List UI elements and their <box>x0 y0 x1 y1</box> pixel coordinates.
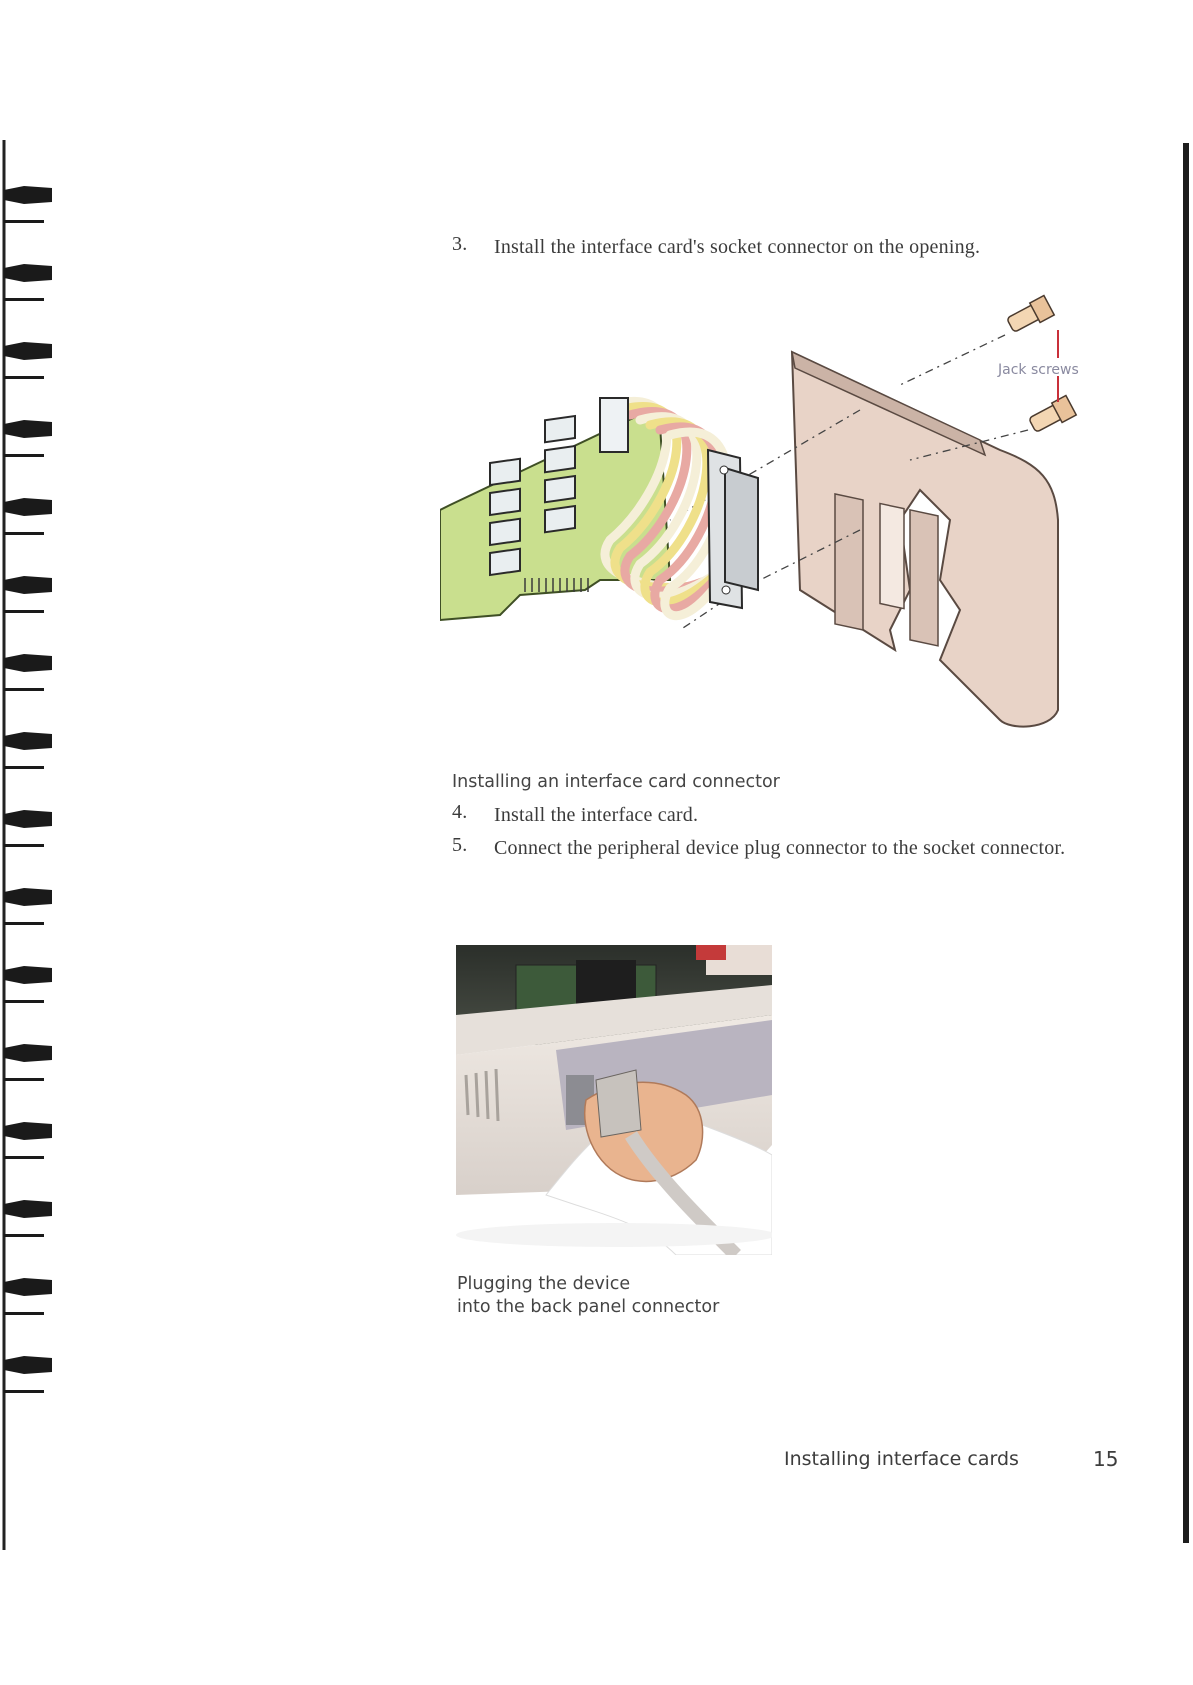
card-chip <box>545 476 575 502</box>
binding-loop <box>4 1234 44 1237</box>
binding-loop <box>4 342 52 360</box>
card-chip <box>490 489 520 515</box>
section-title: Installing interface cards <box>784 1448 1019 1470</box>
binding-loop <box>4 1390 44 1393</box>
spiral-binding <box>0 140 60 1550</box>
binding-loop <box>4 186 52 204</box>
step-number: 5. <box>452 834 468 856</box>
caption-line-2: into the back panel connector <box>457 1297 720 1317</box>
binding-loop <box>4 1078 44 1081</box>
connector-illustration <box>440 290 1120 740</box>
binding-loop <box>4 532 44 535</box>
step-text: Connect the peripheral device plug connector to the socket connector. <box>494 837 1066 859</box>
binding-loop <box>4 498 52 516</box>
step-number: 3. <box>452 233 468 255</box>
binding-loop <box>4 1356 52 1374</box>
page-number: 15 <box>1093 1447 1119 1471</box>
binding-loop <box>4 1156 44 1159</box>
binding-loop <box>4 376 44 379</box>
binding-loop <box>4 1122 52 1140</box>
binding-loop <box>4 922 44 925</box>
binding-loop <box>4 810 52 828</box>
card-chip <box>545 506 575 532</box>
binding-loop <box>4 1312 44 1315</box>
step-text: Install the interface card. <box>494 804 699 826</box>
binding-loop <box>4 966 52 984</box>
binding-loop <box>4 298 44 301</box>
binding-loop <box>4 888 52 906</box>
binding-loop <box>4 1000 44 1003</box>
binding-loop <box>4 264 52 282</box>
binding-loop <box>4 220 44 223</box>
caption-line-1: Plugging the device <box>457 1274 631 1294</box>
photo-plugging-device <box>456 945 772 1255</box>
card-chip <box>490 459 520 485</box>
binding-loop <box>4 654 52 672</box>
binding-loop <box>4 420 52 438</box>
card-header-connector <box>600 398 628 452</box>
binding-loop <box>4 688 44 691</box>
binding-loop <box>4 454 44 457</box>
figure-caption-connector: Installing an interface card connector <box>452 772 780 792</box>
binding-loop <box>4 844 44 847</box>
binding-loop <box>4 1200 52 1218</box>
binding-loop <box>4 1278 52 1296</box>
figure-caption-photo <box>457 1273 719 1319</box>
card-chip <box>490 519 520 545</box>
step-number: 4. <box>452 801 468 823</box>
card-chip <box>545 446 575 472</box>
card-chip <box>490 549 520 575</box>
jack-screw-top <box>1007 296 1055 333</box>
jack-screw-bottom <box>1029 396 1077 433</box>
binding-loop <box>4 766 44 769</box>
binding-loop <box>4 610 44 613</box>
page-edge <box>1183 143 1189 1543</box>
binding-loop <box>4 576 52 594</box>
step-text: Install the interface card's socket connector on the opening. <box>494 236 981 258</box>
back-panel <box>792 352 1058 727</box>
jack-screws-label: Jack screws <box>998 362 1079 378</box>
binding-loop <box>4 732 52 750</box>
card-chip <box>545 416 575 442</box>
binding-loop <box>4 1044 52 1062</box>
